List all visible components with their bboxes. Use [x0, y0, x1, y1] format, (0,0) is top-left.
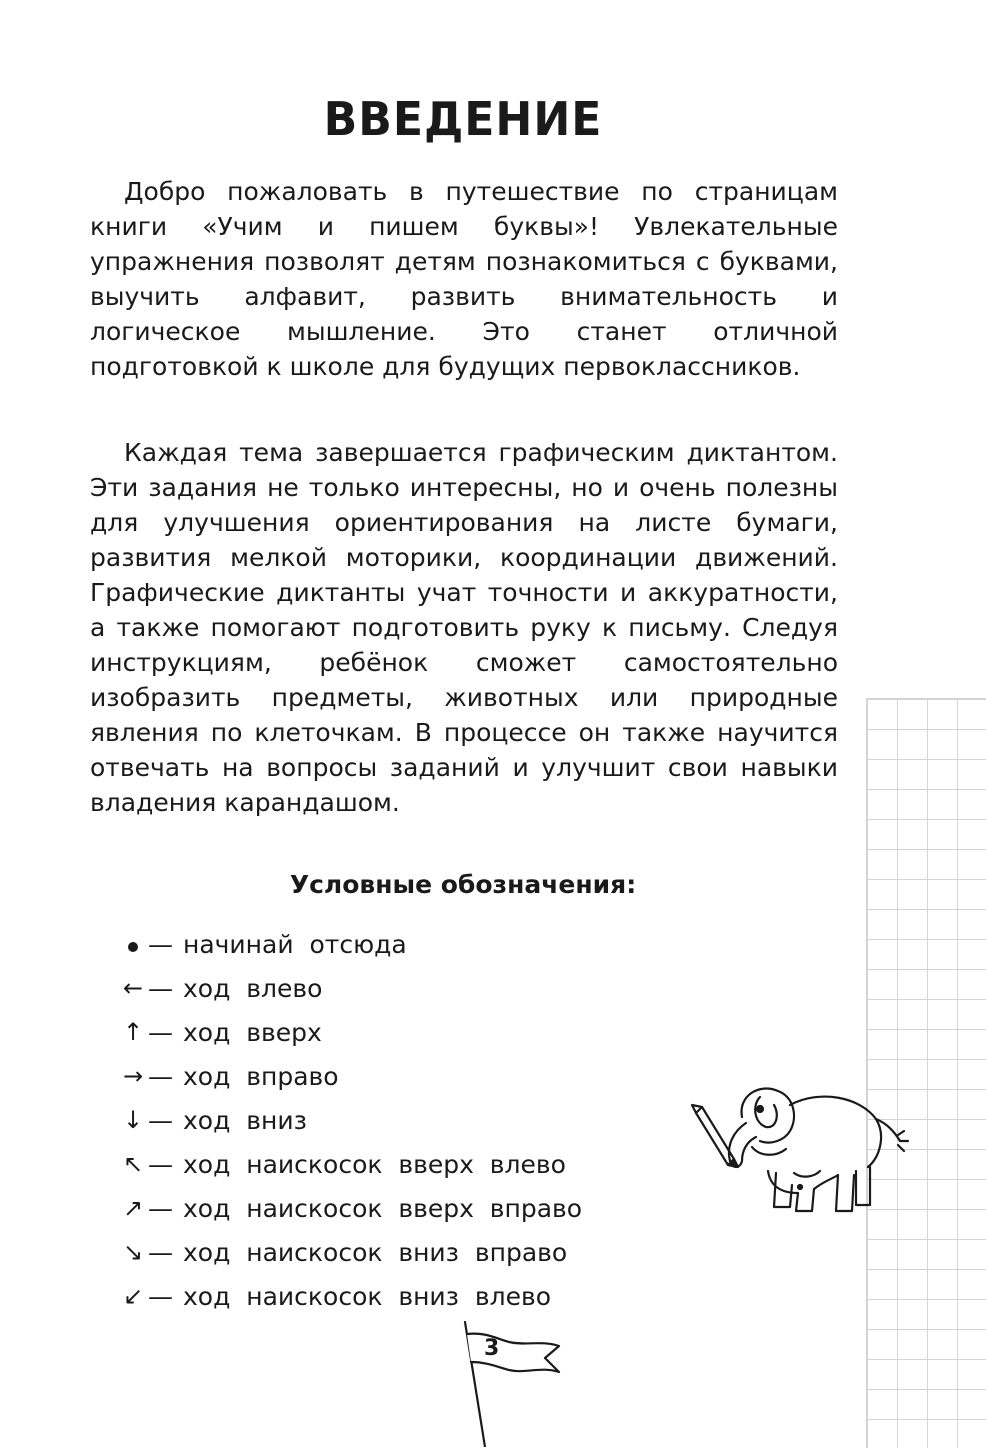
grid-paper-decoration — [866, 698, 986, 1448]
arrow-up-right-icon: ↗ — [122, 1194, 144, 1222]
page-number: 3 — [484, 1336, 500, 1361]
legend-dash: — — [148, 1149, 173, 1179]
arrow-up-left-icon: ↖ — [122, 1150, 144, 1178]
legend-item-text: ход вправо — [183, 1061, 339, 1091]
legend-dash: — — [148, 929, 173, 959]
legend-dash: — — [148, 1193, 173, 1223]
legend-item-up — [118, 1010, 582, 1054]
elephant-icon — [690, 1075, 910, 1225]
arrow-down-left-icon: ↙ — [122, 1282, 144, 1310]
legend-item-text: ход наискосок вниз влево — [183, 1281, 551, 1311]
legend-dash: — — [148, 1105, 173, 1135]
legend-dash: — — [148, 973, 173, 1003]
legend-dash: — — [148, 1061, 173, 1091]
intro-paragraph-1: Добро пожаловать в путешествие по страницам книги «Учим и пишем буквы»! Увлекательные упражнения позволят детям познакомиться с буквами, выучить алфавит, развить внимательность и логическое мышление. Это станет отличной подготовкой к школе для будущих первоклассников. — [90, 177, 838, 381]
legend-item-text: ход наискосок вниз вправо — [183, 1237, 568, 1267]
legend-item-start — [118, 922, 582, 966]
arrow-up-icon: ↑ — [122, 1018, 144, 1046]
legend-item-text: ход вверх — [183, 1017, 322, 1047]
legend-dash: — — [148, 1281, 173, 1311]
legend-item-up-right — [118, 1186, 582, 1230]
legend-item-right — [118, 1054, 582, 1098]
arrow-down-icon: ↓ — [122, 1106, 144, 1134]
legend-dash: — — [148, 1237, 173, 1267]
legend-item-down-right — [118, 1230, 582, 1274]
legend-item-down — [118, 1098, 582, 1142]
flag-icon — [455, 1320, 565, 1447]
legend-list — [118, 922, 582, 1318]
arrow-left-icon: ← — [122, 974, 144, 1002]
legend-item-left — [118, 966, 582, 1010]
page-title: ВВЕДЕНИЕ — [323, 92, 603, 146]
start-dot-icon — [118, 930, 148, 958]
legend-item-down-left — [118, 1274, 582, 1318]
legend-dash: — — [148, 1017, 173, 1047]
legend-item-text: ход наискосок вверх вправо — [183, 1193, 583, 1223]
legend-item-up-left — [118, 1142, 582, 1186]
arrow-right-icon: → — [122, 1062, 144, 1090]
legend-item-text: ход влево — [183, 973, 323, 1003]
legend-item-text: ход вниз — [183, 1105, 307, 1135]
legend-item-text: начинай отсюда — [183, 929, 407, 959]
legend-title: Условные обозначения: — [289, 870, 637, 899]
arrow-down-right-icon: ↘ — [122, 1238, 144, 1266]
intro-paragraph-2: Каждая тема завершается графическим диктантом. Эти задания не только интересны, но и очень полезны для улучшения ориентирования на листе бумаги, развития мелкой моторики, координации движений. Графические диктанты учат точности и аккуратности, а также помогают подготовить руку к письму. Следуя инструкциям, ребёнок сможет самостоятельно изобразить предметы, животных или природные явления по клеточкам. В процессе он также научится отвечать на вопросы заданий и улучшит свои навыки владения карандашом. — [90, 438, 838, 817]
legend-item-text: ход наискосок вверх влево — [183, 1149, 566, 1179]
